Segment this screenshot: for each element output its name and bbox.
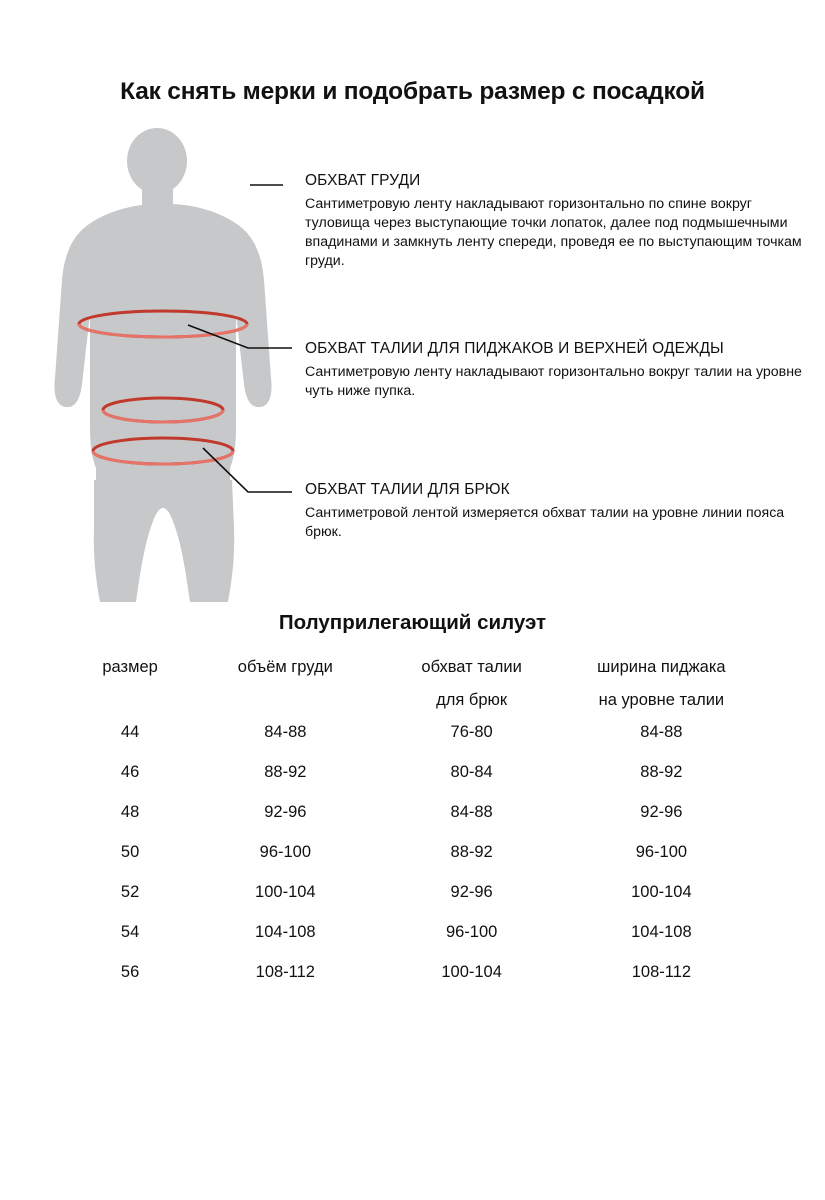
cell-waist: 96-100 — [445, 922, 498, 941]
callout-waist-trousers-title: ОБХВАТ ТАЛИИ ДЛЯ БРЮК — [305, 481, 510, 498]
callout-waist-jacket-title: ОБХВАТ ТАЛИИ ДЛЯ ПИДЖАКОВ И ВЕРХНЕЙ ОДЕЖДЫ — [305, 340, 724, 357]
header-waist-sub: для брюк — [436, 691, 508, 709]
cell-size: 46 — [120, 762, 140, 781]
cell-size: 48 — [120, 802, 140, 821]
callout-waist-jacket-body: Сантиметровую ленту накладывают горизонтально вокруг талии на уровне чуть ниже пупка. — [305, 364, 802, 399]
cell-jacket-width: 84-88 — [640, 722, 683, 741]
header-jacket-width — [565, 658, 758, 712]
callout-chest-body: Сантиметровую ленту накладывают горизонтально по спине вокруг туловища через выступающие точки лопаток, далее под подмышечными впадинами и замкнуть ленту спереди, проведя ее по выступающим точкам груди. — [305, 196, 802, 269]
table-row — [68, 832, 758, 872]
header-chest-main: объём груди — [237, 658, 333, 676]
callout-waist-trousers-body: Сантиметровой лентой измеряется обхват талии на уровне линии пояса брюк. — [305, 505, 785, 540]
cell-waist: 88-92 — [450, 842, 493, 861]
size-table — [68, 658, 758, 992]
header-size-main: размер — [102, 658, 158, 676]
table-row — [68, 872, 758, 912]
size-table-body — [68, 712, 758, 992]
callout-waist-trousers — [305, 481, 805, 542]
cell-jacket-width: 108-112 — [631, 962, 692, 981]
cell-waist: 84-88 — [450, 802, 493, 821]
table-row — [68, 792, 758, 832]
cell-size: 50 — [120, 842, 140, 861]
cell-chest: 96-100 — [259, 842, 312, 861]
table-row — [68, 952, 758, 992]
cell-size: 52 — [120, 882, 140, 901]
table-row — [68, 712, 758, 752]
size-table-title: Полуприлегающий силуэт — [278, 611, 547, 634]
size-table-header-row — [68, 658, 758, 712]
callout-waist-jacket — [305, 340, 815, 401]
page-title: Как снять мерки и подобрать размер с посадкой — [120, 78, 705, 105]
cell-size: 56 — [120, 962, 140, 981]
table-row — [68, 912, 758, 952]
header-waist — [378, 658, 564, 712]
callout-chest-title: ОБХВАТ ГРУДИ — [305, 172, 421, 189]
header-jacket-width-sub: на уровне талии — [598, 691, 725, 709]
cell-jacket-width: 104-108 — [631, 922, 692, 941]
header-size — [68, 658, 192, 712]
header-chest — [192, 658, 378, 712]
callout-chest — [305, 172, 805, 271]
cell-chest: 92-96 — [264, 802, 307, 821]
cell-chest: 104-108 — [255, 922, 316, 941]
cell-chest: 84-88 — [264, 722, 307, 741]
cell-jacket-width: 88-92 — [640, 762, 683, 781]
figure-leg-gap — [152, 511, 174, 602]
table-row — [68, 752, 758, 792]
header-jacket-width-main: ширина пиджака — [597, 658, 726, 676]
cell-size: 44 — [120, 722, 140, 741]
cell-size: 54 — [120, 922, 140, 941]
cell-waist: 92-96 — [450, 882, 493, 901]
cell-waist: 76-80 — [450, 722, 493, 741]
cell-chest: 88-92 — [264, 762, 307, 781]
figure-torso — [54, 204, 271, 506]
cell-chest: 108-112 — [255, 962, 315, 981]
cell-jacket-width: 92-96 — [640, 802, 683, 821]
cell-waist: 100-104 — [441, 962, 502, 981]
cell-waist: 80-84 — [450, 762, 493, 781]
body-figure-svg — [22, 128, 322, 608]
body-figure — [22, 128, 322, 608]
cell-jacket-width: 96-100 — [635, 842, 688, 861]
cell-jacket-width: 100-104 — [631, 882, 692, 901]
cell-chest: 100-104 — [255, 882, 316, 901]
figure-head — [127, 128, 187, 194]
header-waist-main: обхват талии — [421, 658, 522, 676]
